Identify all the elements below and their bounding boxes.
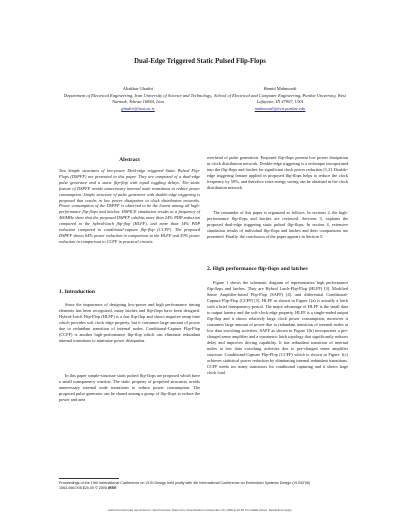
author-email-link[interactable]: mahmoodi@ecn.purdue.edu <box>254 105 306 111</box>
right-column-paragraph-2: The remainder of this paper is organized as follows. In sections 2, the high-performance flip-flops and latches are reviewed. Sections 3, explains the proposed dual-edge triggering static pulsed flip-flops. In section 4, extensive simulation results of individual flip-flops and latches and their comparisons are presented. Finally, the conclusion of the paper appears in Section 5. <box>207 210 348 239</box>
abstract-heading: Abstract <box>119 157 140 163</box>
right-column-paragraph-1: overhead of pulse generation. Proposed flip-flops present low power dissipation in clock distribution network. Double-edge triggering is a technique incorporated into the flip-flops and latches for significant clock power reduction [1,2]. Double-edge triggering feature applied in proposed flip-flops helps to reduce the clock frequency by 50%, and therefore extra energy saving can be obtained in the clock distribution network. <box>207 155 348 190</box>
ieee-mark: IEEE <box>108 486 117 490</box>
introduction-paragraph-2: In this paper simple-structure static pulsed flip-flops are proposed which have a small transparency window. The static property of proposed structures avoids unnecessary internal node transitions to reduce power consumption. The proposed pulse generator can be shared among a group of flip-flops to reduce the power and area <box>59 373 200 402</box>
author-block-2 <box>205 86 355 112</box>
paper-title: Dual-Edge Triggered Static Pulsed Flip-Flops <box>134 58 266 65</box>
proceedings-footer <box>59 481 359 491</box>
author-name: Aliakbar Ghadiri <box>122 86 154 91</box>
author-affiliation: School of Electrical and Computer Engineering, Purdue University, West Lafayette, IN 47907, USA <box>214 92 346 104</box>
copyright-text: 1063-9667/05 $20.00 © 2005 <box>59 486 108 490</box>
section-2-paragraph: Figure 1 shows the schematic diagram of representative high performance flip-flops and latches. They are Hybrid Latch-Flip-Flop (HLFF) [3], Modified Sense Amplifier-based Flip-Flop (SAFF) [4], and differential Conditional-Capture Flip-Flop (CCFF) [5]. HLFF as shown in Figure 1(a) is actually a latch with a brief transparency period. The major advantage of HLFF is the small data to output latency and the soft-clock edge property. HLFF is a single-ended output flip-flop and it shows relatively large clock power consumption, moreover it consumes large amount of power due to redundant transition of internal nodes at low data switching activities. SAFF as shown in Figure 1(b) incorporates a pre-charged sense amplifier and a symmetric latch topology that significantly reduces delay and improves driving capability. It has redundant transition of internal nodes at low data switching activities due to pre-charged sense amplifier structure. Conditional-Capture Flip-Flop (CCFF) which is shown in Figure 1(c) achieves statistical power reduction by eliminating internal redundant transitions. CCFF needs too many transistors for conditional capturing and it shows large clock load. <box>207 280 348 375</box>
author-affiliation: Department of Electrical Engineering, Iran University of Science and Technology, Narmak, Tehran 16844, Iran <box>63 92 213 104</box>
copyright-line <box>59 486 359 491</box>
author-block-1 <box>63 86 213 112</box>
author-name: Hamid Mahmoodi <box>263 86 297 91</box>
authorized-use-notice: Authorized licensed use limited to: San Francisco State Univ. Downloaded on December 15, 2008 at 20:39 from IEEE Xplore. Restrictions apply. <box>107 508 293 512</box>
introduction-heading: 1. Introduction <box>59 289 95 295</box>
section-2-heading: 2. High performance flip-flops and latches <box>207 266 308 272</box>
abstract-text: Two Simple structures of low-power Dual-edge triggered Static Pulsed Flip-Flops (DSPFF) are presented in this paper. They are composed of a dual-edge pulse generator and a static flip-flop with equal toggling delays. The static feature of DSPFF avoids unnecessary internal node transitions to reduce power consumption. Simple structure of pulse generator with double-edge triggering is proposed that results in low power dissipation in clock distribution networks. Power consumption of the DSPFF is observed to be the lowest among all high-performance flip-flops and latches. HSPICE simulation results at a frequency of 400MHz show that the proposed DSPFF exhibits more than 24% PDP reduction compared to the hybrid-latch flip-flop (HLFF), and more than 14% PDP reduction compared to conditional-capture flip-flop (CCFF). The proposed DSPFF shows 64% power reduction in comparison to the HLFF and 59% power reduction in comparison to CCFF in practical circuits. <box>59 168 200 244</box>
footer-divider <box>59 478 119 479</box>
introduction-paragraph-1: Since the importance of designing low-power and high performance timing elements has been recognized, many latches and flip-flops have been designed. Hybrid-Latch Flip-Flop (HLFF) is a fast flip-flop and shows negative setup time which provides soft clock edge property, but it consumes large amount of power due to redundant transition of internal nodes. Conditional-Capture Flip-Flop (CCFF) is another high-performance flip-flop which can eliminate redundant internal transitions to minimize power dissipation. <box>59 302 200 343</box>
proceedings-line: Proceedings of the 19th International Conference on VLSI Design held jointly with 4th International Conference on Embedded Systems Design (VLSID'06) <box>59 481 311 485</box>
author-email-link[interactable]: ghadiri@iust.ac.ir <box>121 105 155 111</box>
